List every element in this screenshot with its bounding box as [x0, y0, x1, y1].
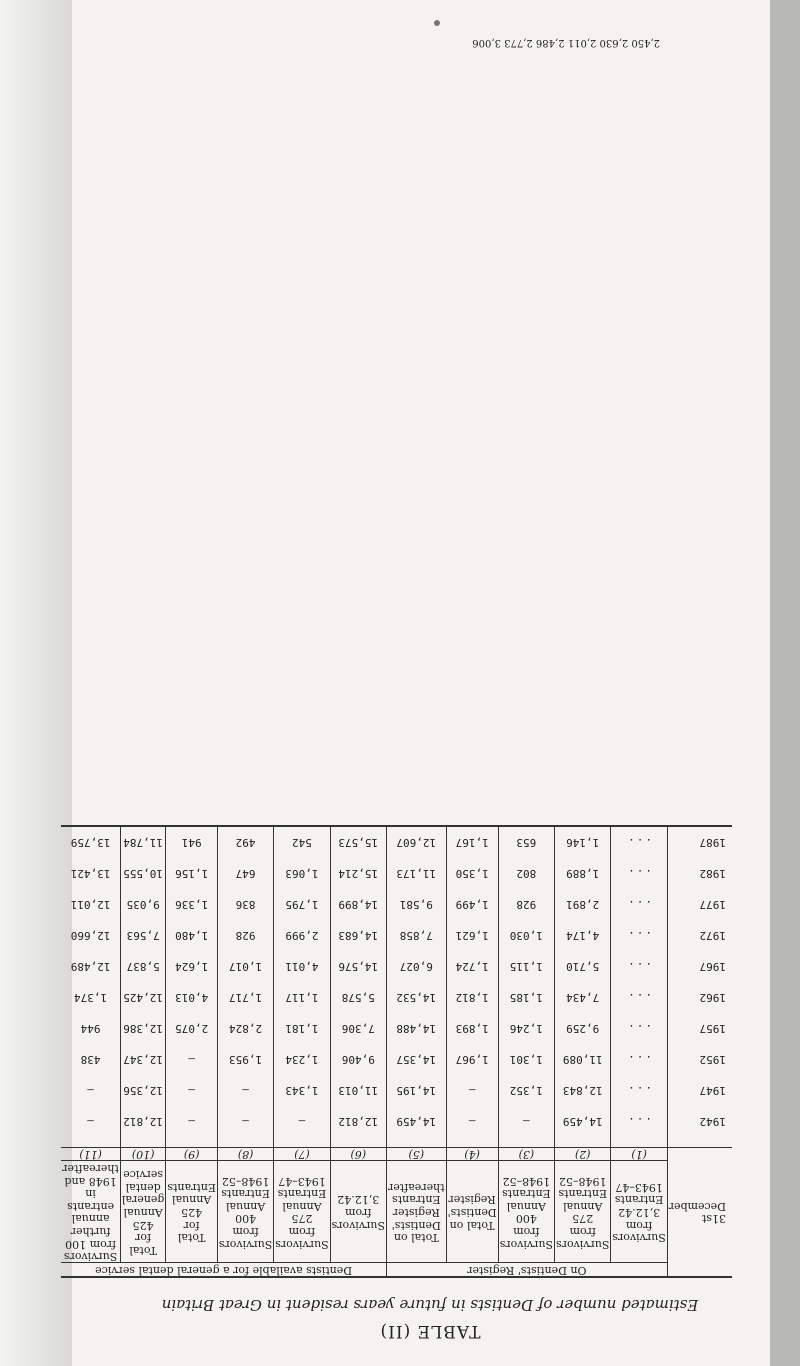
header-available: Dentists available for a general dental service — [61, 1263, 386, 1277]
column-header — [217, 1161, 273, 1263]
table-cell: 1,953 — [217, 1044, 273, 1075]
table-cell: 4,013 — [166, 982, 218, 1013]
table-cell: 1,146 — [555, 826, 611, 858]
row-year: 1972 — [667, 920, 732, 951]
table-cell: 1,234 — [274, 1044, 330, 1075]
table-cell: 12,011 — [70, 897, 111, 911]
column-number: (1) — [611, 1147, 667, 1161]
table-cell: — — [87, 1083, 94, 1097]
column-header-line: general — [121, 1193, 165, 1207]
column-header-line: Survivors from — [556, 1225, 610, 1251]
column-header-line: Survivors from — [218, 1225, 273, 1251]
column-header-line: entrants in — [67, 1187, 115, 1213]
table-cell: 11,013 — [330, 1075, 386, 1106]
table-row — [61, 1106, 732, 1148]
column-number: (8) — [217, 1147, 273, 1161]
column-header-line: Annual — [282, 1199, 322, 1213]
column-header — [611, 1161, 667, 1263]
column-header — [330, 1161, 386, 1263]
table-cell: 1,063 — [274, 858, 330, 889]
table-cell: 12,347 — [120, 1044, 165, 1075]
column-header-line: 400 — [235, 1212, 257, 1226]
column-header-line: Dentists' Register — [447, 1193, 497, 1220]
column-header-line: thereafter — [387, 1180, 445, 1194]
column-header-line: 1948–52 — [221, 1174, 270, 1188]
column-header-line: Survivors from — [499, 1225, 554, 1251]
table-cell: 12,607 — [386, 826, 446, 858]
table-cell: ... — [611, 1106, 667, 1148]
column-header-line: 275 — [572, 1212, 594, 1226]
row-year: 1952 — [667, 1044, 732, 1075]
table-row — [61, 826, 732, 858]
column-header-line: 3,12.42 — [337, 1193, 380, 1207]
table-cell: 1,343 — [274, 1075, 330, 1106]
table-caption: Estimated number of Dentists in future years resident in Great Britain — [161, 1296, 699, 1314]
tail-value: 2,450 — [628, 37, 660, 48]
column-header-line: Entrants — [502, 1187, 551, 1201]
column-header-line: 1948–52 — [502, 1174, 551, 1188]
table-cell: 2,999 — [274, 920, 330, 951]
column-header-line: Survivors from — [275, 1225, 329, 1251]
table-cell: 13,421 — [70, 866, 111, 880]
table-cell: — — [217, 1075, 273, 1106]
table-cell: ... — [611, 889, 667, 920]
scan-margin-right — [770, 0, 800, 1366]
column-header — [386, 1161, 446, 1263]
column-number: (5) — [386, 1147, 446, 1161]
table-cell: 1,336 — [166, 889, 218, 920]
column-header-line: Annual — [172, 1193, 212, 1207]
row-year: 1942 — [667, 1106, 732, 1148]
table-cell: 7,434 — [555, 982, 611, 1013]
row-year: 1962 — [667, 982, 732, 1013]
column-number: (4) — [446, 1147, 498, 1161]
column-header-line: Annual — [563, 1199, 603, 1213]
table-row — [61, 920, 732, 951]
column-number: (2) — [555, 1147, 611, 1161]
column-header — [274, 1161, 330, 1263]
column-header-line: Survivors — [63, 1250, 118, 1264]
table-row — [61, 982, 732, 1013]
column-header-line: Entrants — [167, 1180, 216, 1194]
table-row — [61, 1044, 732, 1075]
table-cell: 941 — [166, 826, 218, 858]
column-header-line: from 100 — [65, 1237, 117, 1251]
column-header — [446, 1161, 498, 1263]
table-cell: 1,167 — [446, 826, 498, 858]
table-cell: 1,185 — [498, 982, 554, 1013]
footnote — [472, 37, 660, 48]
column-number: (3) — [498, 1147, 554, 1161]
table-cell: 14,683 — [330, 920, 386, 951]
column-header-line: further — [70, 1225, 111, 1239]
column-header-line: Entrants — [221, 1187, 270, 1201]
column-header-line: Annual — [123, 1206, 163, 1220]
tail-value: 2,773 — [500, 37, 533, 48]
table-cell: 12,425 — [120, 982, 165, 1013]
table-cell: 1,893 — [446, 1013, 498, 1044]
table-cell: 14,459 — [555, 1106, 611, 1148]
column-header-line: Dentists' Register — [391, 1206, 441, 1232]
table-cell: 7,306 — [330, 1013, 386, 1044]
table-cell: 14,357 — [386, 1044, 446, 1075]
table-cell: 11,089 — [555, 1044, 611, 1075]
column-header-line: 1943–47 — [278, 1174, 326, 1188]
table-cell: — — [87, 1114, 94, 1128]
table-cell: 13,759 — [61, 826, 120, 858]
table-row — [61, 951, 732, 982]
table-row — [61, 889, 732, 920]
table-cell: 7,858 — [386, 920, 446, 951]
table-cell: 12,356 — [120, 1075, 165, 1106]
table-cell: 802 — [498, 858, 554, 889]
table-cell: 542 — [274, 826, 330, 858]
table-cell: 1,030 — [498, 920, 554, 951]
column-header — [166, 1161, 218, 1263]
table-cell: 1,795 — [274, 889, 330, 920]
column-header-line: Entrants — [558, 1187, 607, 1201]
table-cell: 647 — [217, 858, 273, 889]
table-cell: — — [274, 1106, 330, 1148]
table-cell: 9,035 — [120, 889, 165, 920]
table-cell: 1,115 — [498, 951, 554, 982]
table-cell: 4,174 — [555, 920, 611, 951]
table-cell: 653 — [498, 826, 554, 858]
table-cell: 12,843 — [555, 1075, 611, 1106]
table-cell: 14,459 — [386, 1106, 446, 1148]
table-cell: 12,489 — [70, 959, 111, 973]
table-cell: 1,480 — [166, 920, 218, 951]
table-cell: 14,576 — [330, 951, 386, 982]
ink-mark — [434, 20, 440, 26]
column-header-line: Total — [129, 1244, 157, 1258]
table-row — [61, 858, 732, 889]
column-header-line: Entrants — [392, 1193, 441, 1207]
column-header-line: Total — [177, 1231, 206, 1245]
column-header — [61, 1161, 120, 1263]
table-cell: 1,374 — [74, 990, 108, 1004]
table-cell: 15,573 — [330, 826, 386, 858]
table-cell: 1,812 — [446, 982, 498, 1013]
tail-value: 2,486 — [532, 37, 565, 48]
column-header-line: thereafter — [62, 1161, 119, 1175]
table-cell: 5,578 — [330, 982, 386, 1013]
table-cell: — — [166, 1044, 218, 1075]
table-cell: 928 — [498, 889, 554, 920]
column-header-line: annual — [71, 1212, 110, 1226]
tail-value: 2,630 — [596, 37, 629, 48]
table-cell: 1,156 — [166, 858, 218, 889]
column-header-line: Total on — [449, 1218, 495, 1232]
table-cell: ... — [611, 1075, 667, 1106]
column-header-line: service — [123, 1168, 164, 1182]
column-header-line: for — [135, 1231, 152, 1245]
column-number: (11) — [61, 1147, 120, 1161]
table-cell: 14,899 — [330, 889, 386, 920]
table-cell: ... — [611, 951, 667, 982]
row-year: 1982 — [667, 858, 732, 889]
column-header-line: Survivors from — [612, 1218, 666, 1245]
table-cell: 4,011 — [274, 951, 330, 982]
column-header-line: 1948–52 — [558, 1174, 607, 1188]
table-cell: 12,660 — [70, 928, 111, 942]
table-cell: — — [498, 1106, 554, 1148]
table-cell: 11,173 — [386, 858, 446, 889]
table-cell: 836 — [217, 889, 273, 920]
table-cell: 5,710 — [555, 951, 611, 982]
table-cell: 11,784 — [120, 826, 165, 858]
table-cell: ... — [611, 1013, 667, 1044]
row-year: 1967 — [667, 951, 732, 982]
column-header-line: dental — [125, 1180, 161, 1194]
table-cell: 1,889 — [555, 858, 611, 889]
dentists-table — [61, 825, 732, 1278]
table-cell: — — [166, 1075, 218, 1106]
table-row — [61, 1013, 732, 1044]
table-cell: 438 — [80, 1052, 101, 1066]
table-cell: 14,532 — [386, 982, 446, 1013]
table-cell: 5,837 — [120, 951, 165, 982]
table-cell: 1,017 — [217, 951, 273, 982]
table-cell: 1,352 — [498, 1075, 554, 1106]
table-cell: 12,386 — [120, 1013, 165, 1044]
table-row — [61, 1075, 732, 1106]
column-header — [120, 1161, 165, 1263]
column-number: (7) — [274, 1147, 330, 1161]
column-header-line: 425 — [181, 1206, 203, 1220]
column-header-line: Entrants — [277, 1187, 327, 1201]
table-cell: 944 — [80, 1021, 101, 1035]
table-cell: — — [446, 1106, 498, 1148]
table-cell: 9,259 — [555, 1013, 611, 1044]
table-cell: 1,717 — [217, 982, 273, 1013]
column-header-line: Annual — [506, 1199, 546, 1213]
column-header — [555, 1161, 611, 1263]
column-header-line: Entrants — [614, 1193, 664, 1207]
column-number: (10) — [120, 1147, 165, 1161]
table-cell: 492 — [217, 826, 273, 858]
row-year: 1957 — [667, 1013, 732, 1044]
table-cell: 1,301 — [498, 1044, 554, 1075]
header-year: 31st December — [667, 1147, 732, 1277]
table-cell: 14,195 — [386, 1075, 446, 1106]
table-cell: 1,724 — [446, 951, 498, 982]
table-cell: 1,246 — [498, 1013, 554, 1044]
column-header-line: 1943–47 — [615, 1180, 663, 1194]
row-year: 1947 — [667, 1075, 732, 1106]
column-number: (9) — [166, 1147, 218, 1161]
tail-value: 3,006 — [472, 37, 501, 48]
table-cell: 2,075 — [166, 1013, 218, 1044]
table-cell: ... — [611, 826, 667, 858]
table-cell: 1,350 — [446, 858, 498, 889]
column-header-line: 1948 and — [64, 1174, 117, 1188]
column-header-line: 3,12.42 — [618, 1206, 661, 1220]
table-cell: 2,891 — [555, 889, 611, 920]
column-header-line: Total on — [393, 1231, 439, 1245]
table-cell: 1,624 — [166, 951, 218, 982]
column-header — [498, 1161, 554, 1263]
table-cell: 1,967 — [446, 1044, 498, 1075]
column-header-line: Survivors from — [331, 1206, 385, 1232]
table-cell: 14,488 — [386, 1013, 446, 1044]
table-cell: 9,581 — [386, 889, 446, 920]
table-cell: 9,406 — [330, 1044, 386, 1075]
table-cell: 2,824 — [217, 1013, 273, 1044]
table-cell: 12,812 — [120, 1106, 165, 1148]
table-cell: ... — [611, 920, 667, 951]
document-page — [62, 0, 770, 1366]
table-cell: 1,181 — [274, 1013, 330, 1044]
table-cell: 12,812 — [330, 1106, 386, 1148]
column-header-line: Annual — [225, 1199, 266, 1213]
column-header-line: 275 — [291, 1212, 313, 1226]
table-cell: 10,555 — [120, 858, 165, 889]
table-cell: 6,027 — [386, 951, 446, 982]
table-cell: 1,117 — [274, 982, 330, 1013]
tail-value: 2,011 — [564, 37, 597, 48]
table-cell: — — [446, 1075, 498, 1106]
table-cell: — — [166, 1106, 218, 1148]
column-number: (6) — [330, 1147, 386, 1161]
column-header-line: 400 — [515, 1212, 537, 1226]
table-cell: 928 — [217, 920, 273, 951]
rotated-document — [62, 0, 770, 1366]
table-cell: — — [217, 1106, 273, 1148]
table-cell: ... — [611, 982, 667, 1013]
table-number: TABLE (II) — [379, 1321, 481, 1341]
header-register: On Dentists' Register — [386, 1263, 667, 1277]
table-cell: ... — [611, 1044, 667, 1075]
table-cell: ... — [611, 858, 667, 889]
row-year: 1987 — [667, 826, 732, 858]
table-cell: 7,563 — [120, 920, 165, 951]
table-cell: 1,621 — [446, 920, 498, 951]
row-year: 1977 — [667, 889, 732, 920]
table-cell: 1,499 — [446, 889, 498, 920]
column-header-line: for — [183, 1218, 200, 1232]
column-header-line: 425 — [132, 1218, 154, 1232]
table-cell: 15,214 — [330, 858, 386, 889]
